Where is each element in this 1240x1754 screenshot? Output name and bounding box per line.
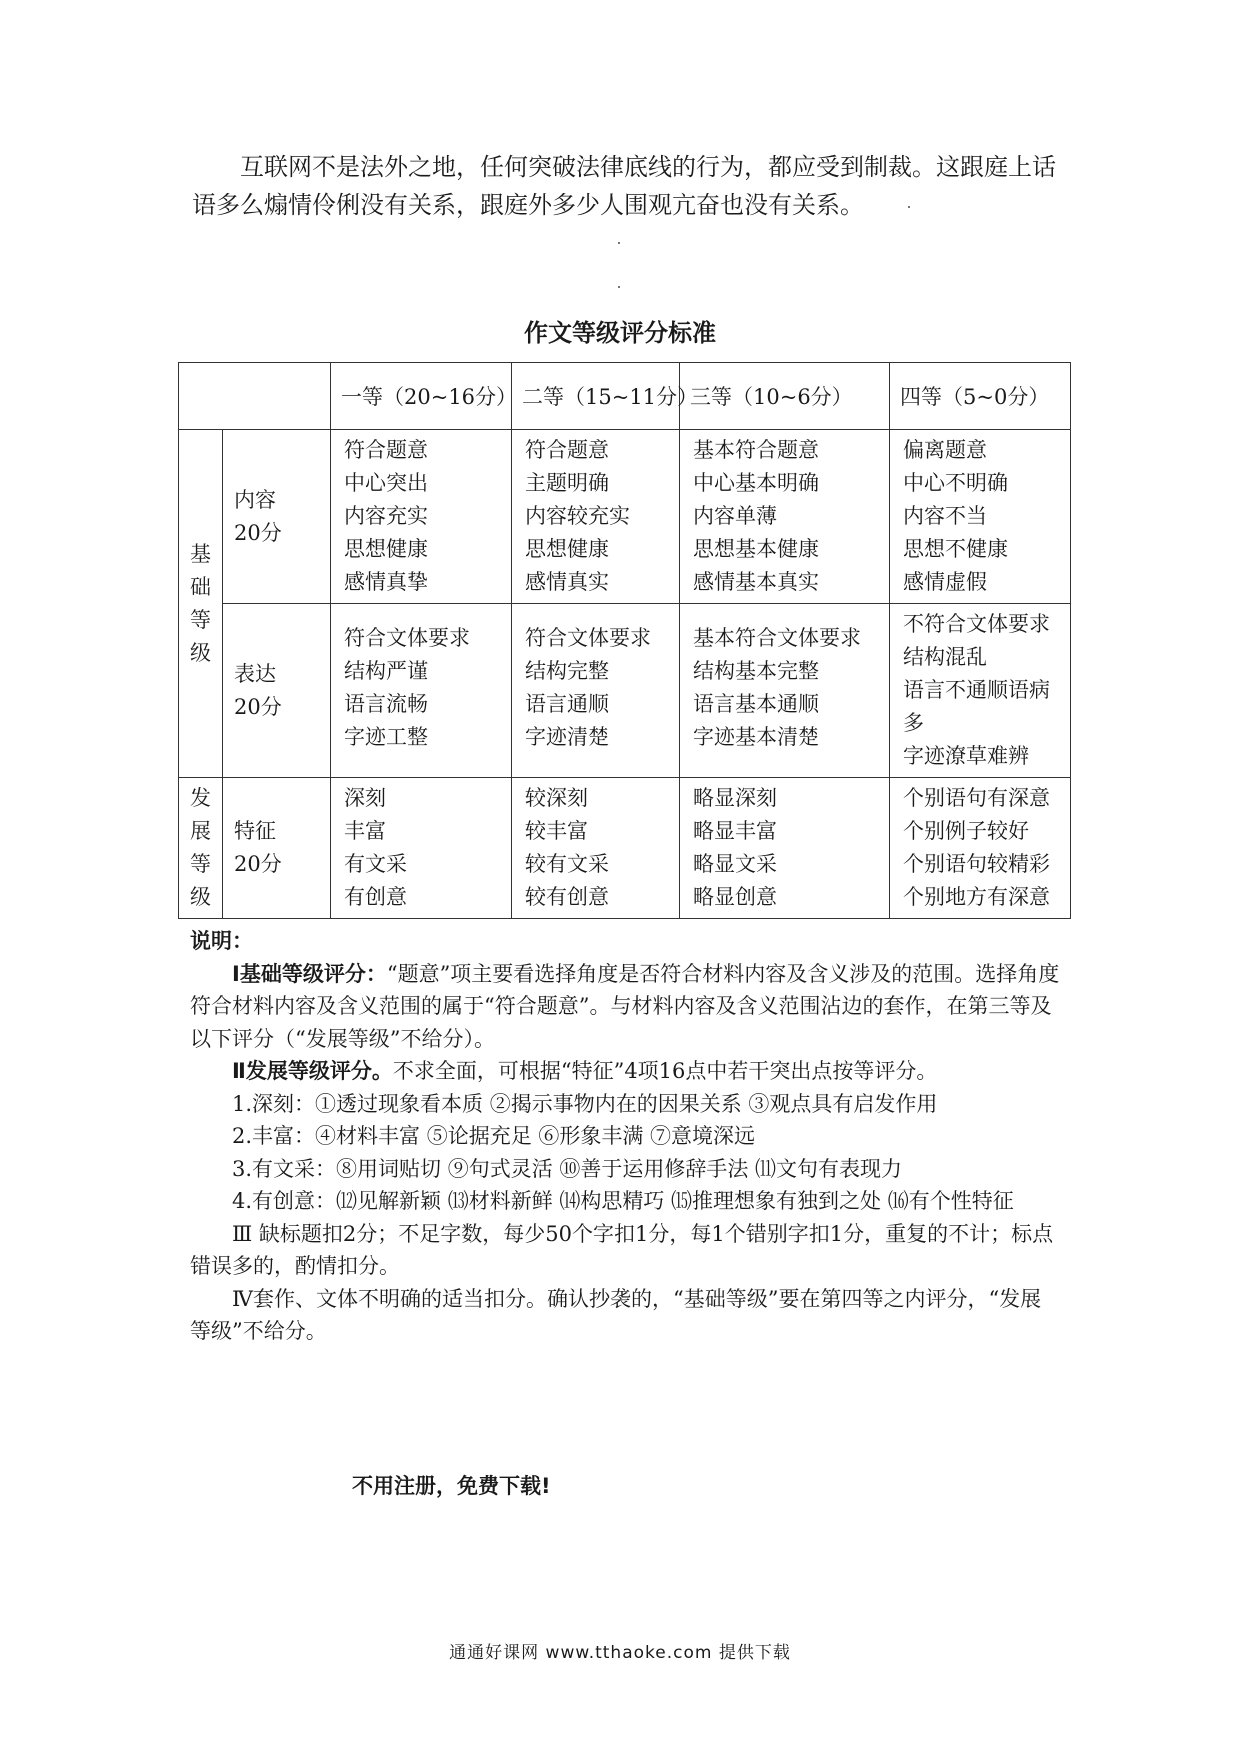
cell-expression-grade-4: 不符合文体要求 结构混乱 语言不通顺语病 多 字迹潦草难辨 [890,604,1071,778]
notes-item: 4.有创意：⑿见解新颖 ⒀材料新鲜 ⒁构思精巧 ⒂推理想象有独到之处 ⒃有个性特征 [232,1189,1014,1213]
row-label-feature: 特征 20分 [223,778,331,919]
notes-basic-level: Ⅰ基础等级评分：“题意”项主要看选择角度是否符合材料内容及含义涉及的范围。选择角度符合材料内容及含义范围的属于“符合题意”。与材料内容及含义范围沾边的套作，在第三等及以下评分（“发展等级”不给分）。 [190,961,1060,1051]
footer-text: 通通好课网 www.tthaoke.com 提供下载 [449,1643,791,1663]
free-download-text: 不用注册，免费下载! [352,1474,551,1498]
cell-expression-grade-1: 符合文体要求 结构严谨 语言流畅 字迹工整 [331,604,512,778]
header-grade-4: 四等（5~0分） [890,363,1071,430]
cell-content-grade-1: 符合题意 中心突出 内容充实 思想健康 感情真挚 [331,430,512,604]
notes-item: 1.深刻：①透过现象看本质 ②揭示事物内在的因果关系 ③观点具有启发作用 [232,1091,938,1116]
notes-heading: 说明： [190,929,253,953]
cell-feature-grade-4: 个别语句有深意 个别例子较好 个别语句较精彩 个别地方有深意 [890,778,1071,919]
cell-content-grade-4: 偏离题意 中心不明确 内容不当 思想不健康 感情虚假 [890,430,1071,604]
notes-development-level: Ⅱ发展等级评分。不求全面，可根据“特征”4项16点中若干突出点按等评分。 [232,1059,938,1083]
table-row [179,778,1071,919]
cell-content-grade-3: 基本符合题意 中心基本明确 内容单薄 思想基本健康 感情基本真实 [680,430,890,604]
table-title: 作文等级评分标准 [524,319,716,347]
cell-feature-grade-3: 略显深刻 略显丰富 略显文采 略显创意 [680,778,890,919]
development-level-label: 发 展 等 级 [179,778,223,919]
table-header-row [179,363,1071,430]
header-grade-1: 一等（20~16分） [331,363,512,430]
cell-expression-grade-2: 符合文体要求 结构完整 语言通顺 字迹清楚 [512,604,680,778]
grading-table [178,362,1071,919]
cell-content-grade-2: 符合题意 主题明确 内容较充实 思想健康 感情真实 [512,430,680,604]
intro-paragraph: 互联网不是法外之地，任何突破法律底线的行为，都应受到制裁。这跟庭上话语多么煽情伶俐没有关系，跟庭外多少人围观亢奋也没有关系。 [192,153,1056,219]
cell-expression-grade-3: 基本符合文体要求 结构基本完整 语言基本通顺 字迹基本清楚 [680,604,890,778]
notes-item: 3.有文采：⑧用词贴切 ⑨句式灵活 ⑩善于运用修辞手法 ⑾文句有表现力 [232,1156,903,1181]
scan-dot [618,242,620,244]
scoring-notes [190,925,1060,1348]
scan-dot [618,286,620,288]
table-row [179,430,1071,604]
header-empty-cell [179,363,331,430]
notes-item: 2.丰富：④材料丰富 ⑤论据充足 ⑥形象丰满 ⑦意境深远 [232,1124,756,1148]
header-grade-2: 二等（15~11分） [512,363,680,430]
row-label-expression: 表达 20分 [223,604,331,778]
notes-deduction: Ⅲ 缺标题扣2分；不足字数，每少50个字扣1分，每1个错别字扣1分，重复的不计；标点错误多的，酌情扣分。 [190,1221,1054,1278]
cell-feature-grade-2: 较深刻 较丰富 较有文采 较有创意 [512,778,680,919]
notes-plagiarism: Ⅳ套作、文体不明确的适当扣分。确认抄袭的，“基础等级”要在第四等之内评分，“发展等级”不给分。 [190,1286,1042,1343]
basic-level-label: 基 础 等 级 [179,430,223,778]
table-row [179,604,1071,778]
row-label-content: 内容 20分 [223,430,331,604]
cell-feature-grade-1: 深刻 丰富 有文采 有创意 [331,778,512,919]
header-grade-3: 三等（10~6分） [680,363,890,430]
scan-dot [908,206,910,208]
